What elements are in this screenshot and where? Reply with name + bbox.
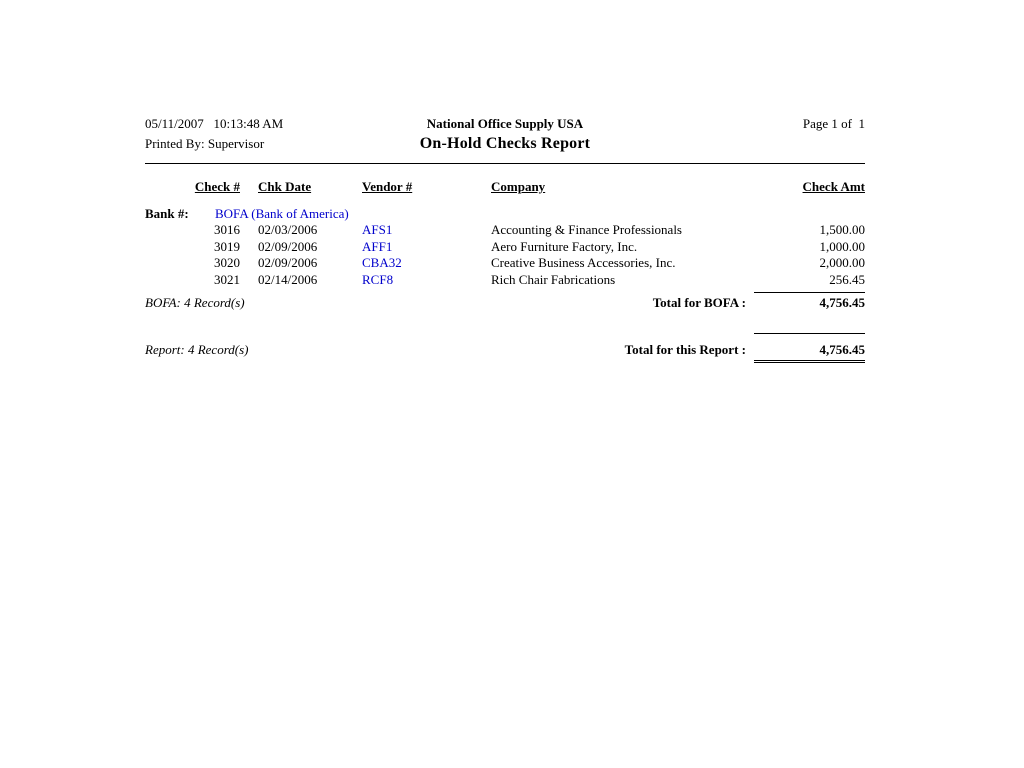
header-center bbox=[420, 114, 590, 154]
bank-total-label: Total for BOFA : bbox=[652, 295, 746, 310]
check-amount-cell: 256.45 bbox=[829, 271, 865, 287]
vendor-number-link[interactable]: CBA32 bbox=[362, 255, 402, 270]
vendor-number-link[interactable]: AFS1 bbox=[362, 222, 393, 237]
check-amount-cell: 1,500.00 bbox=[819, 222, 865, 237]
bank-code-link[interactable]: BOFA (Bank of America) bbox=[215, 206, 349, 221]
column-vendor-number: Vendor # bbox=[362, 179, 413, 194]
table-row bbox=[145, 255, 865, 272]
check-number-cell: 3019 bbox=[214, 238, 240, 254]
table-row bbox=[145, 239, 865, 256]
check-date-cell: 02/09/2006 bbox=[258, 238, 318, 254]
check-number-cell: 3016 bbox=[214, 222, 240, 237]
on-hold-checks-report bbox=[145, 114, 865, 363]
bank-total-amount: 4,756.45 bbox=[819, 295, 865, 310]
report-total-label: Total for this Report : bbox=[624, 342, 746, 357]
column-company: Company bbox=[491, 179, 546, 194]
header-left bbox=[145, 114, 420, 154]
bank-total-rule bbox=[754, 292, 865, 293]
table-row bbox=[145, 272, 865, 289]
vendor-number-link[interactable]: AFF1 bbox=[362, 238, 393, 254]
company-name: National Office Supply USA bbox=[426, 116, 584, 131]
company-cell: Accounting & Finance Professionals bbox=[491, 222, 682, 237]
report-total-amount: 4,756.45 bbox=[754, 341, 865, 363]
column-header-row bbox=[145, 178, 865, 195]
report-total-rule bbox=[754, 333, 865, 334]
printed-datetime: 05/11/2007 10:13:48 AM bbox=[145, 116, 284, 131]
report-record-count: Report: 4 Record(s) bbox=[145, 342, 249, 357]
column-check-number: Check # bbox=[194, 179, 240, 194]
company-cell: Aero Furniture Factory, Inc. bbox=[491, 238, 638, 254]
bank-record-count: BOFA: 4 Record(s) bbox=[145, 295, 245, 310]
check-number-cell: 3020 bbox=[214, 255, 240, 270]
check-amount-cell: 1,000.00 bbox=[819, 238, 865, 254]
printed-by: Printed By: Supervisor bbox=[145, 136, 265, 151]
bank-number-label: Bank #: bbox=[145, 206, 189, 221]
check-date-cell: 02/09/2006 bbox=[258, 255, 318, 270]
page-number: Page 1 of 1 bbox=[802, 116, 865, 131]
check-amount-cell: 2,000.00 bbox=[819, 255, 865, 270]
check-number-cell: 3021 bbox=[214, 271, 240, 287]
column-check-amount: Check Amt bbox=[802, 179, 865, 194]
table-row bbox=[145, 222, 865, 239]
check-date-cell: 02/03/2006 bbox=[258, 222, 318, 237]
company-cell: Creative Business Accessories, Inc. bbox=[491, 255, 676, 270]
column-check-date: Chk Date bbox=[258, 179, 312, 194]
vendor-number-link[interactable]: RCF8 bbox=[362, 271, 394, 287]
report-title: On-Hold Checks Report bbox=[419, 135, 591, 152]
bank-group-row bbox=[145, 205, 865, 222]
header-right bbox=[590, 114, 865, 154]
report-total-row bbox=[145, 341, 865, 363]
check-date-cell: 02/14/2006 bbox=[258, 271, 318, 287]
report-header bbox=[145, 114, 865, 164]
company-cell: Rich Chair Fabrications bbox=[491, 271, 616, 287]
bank-total-row bbox=[145, 294, 865, 311]
